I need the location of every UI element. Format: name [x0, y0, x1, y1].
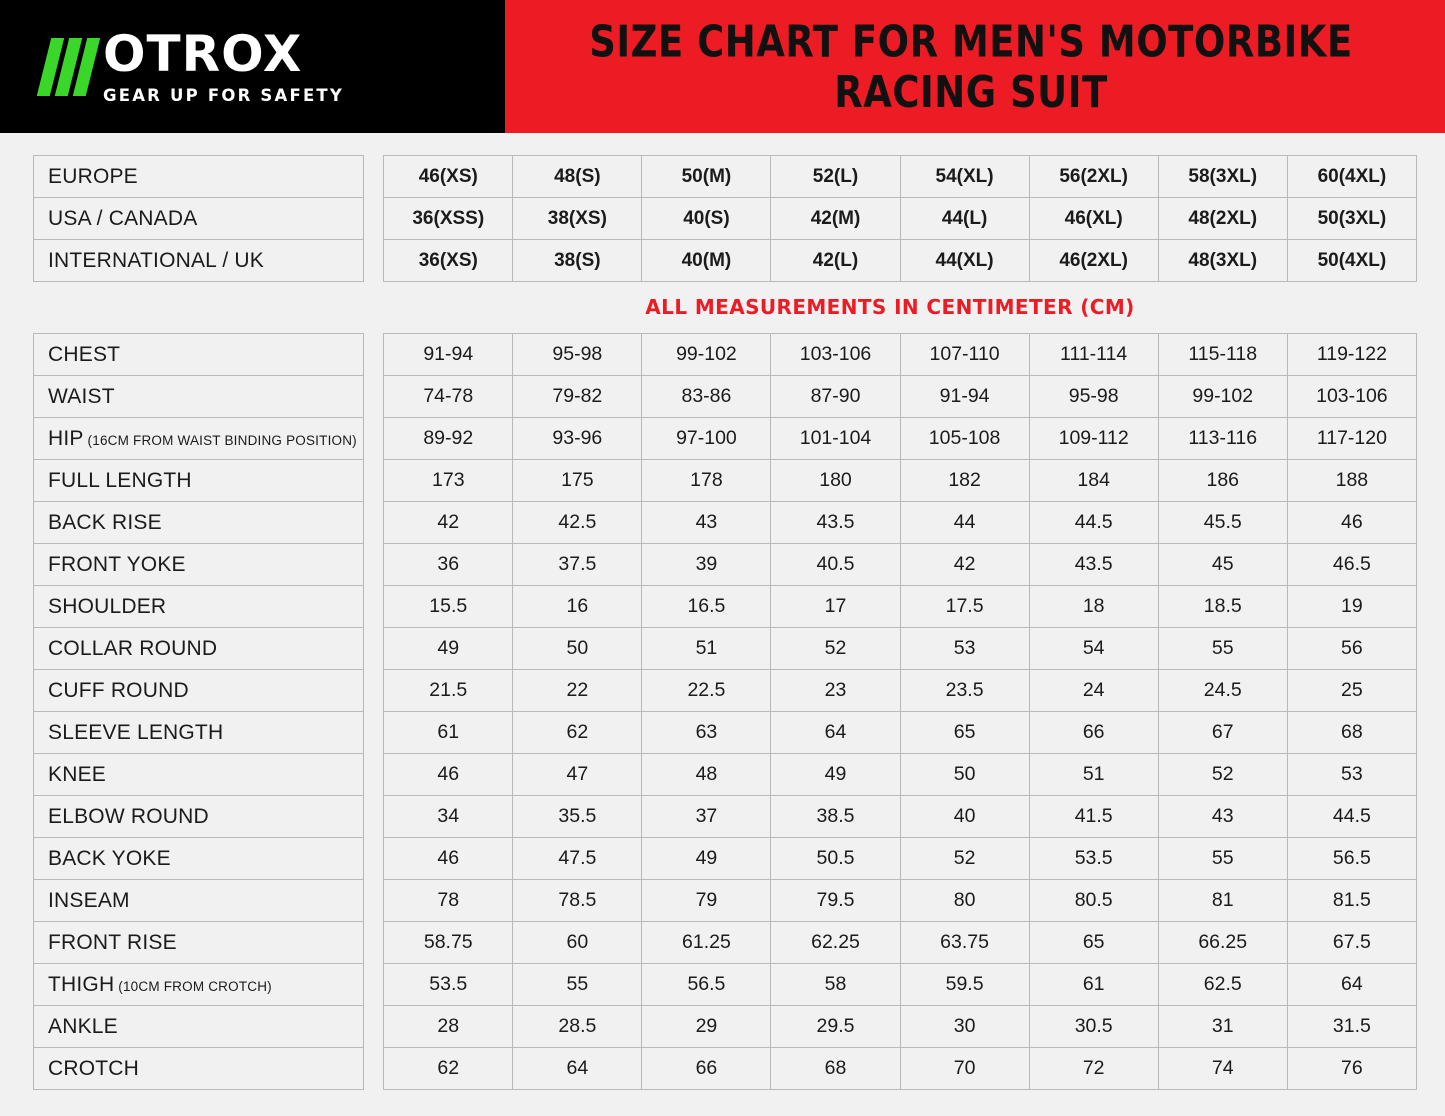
- table-cell: 72: [1029, 1048, 1158, 1090]
- table-cell: 50(M): [642, 156, 771, 198]
- table-cell: 38(XS): [513, 198, 642, 240]
- table-cell: 35.5: [513, 796, 642, 838]
- table-cell: 173: [384, 460, 513, 502]
- table-cell: 59.5: [900, 964, 1029, 1006]
- table-cell: 44.5: [1287, 796, 1416, 838]
- table-cell: 18: [1029, 586, 1158, 628]
- stripes-icon: [37, 38, 100, 96]
- table-cell: 64: [1287, 964, 1416, 1006]
- column-gap: [364, 334, 384, 376]
- table-cell: 54: [1029, 628, 1158, 670]
- table-cell: 44(L): [900, 198, 1029, 240]
- table-cell: 38(S): [513, 240, 642, 282]
- table-cell: 31.5: [1287, 1006, 1416, 1048]
- table-cell: 23.5: [900, 670, 1029, 712]
- row-label: CHEST: [34, 334, 364, 376]
- table-cell: 93-96: [513, 418, 642, 460]
- table-cell: 70: [900, 1048, 1029, 1090]
- table-cell: 76: [1287, 1048, 1416, 1090]
- table-cell: 66: [642, 1048, 771, 1090]
- table-cell: 34: [384, 796, 513, 838]
- table-cell: 44(XL): [900, 240, 1029, 282]
- table-cell: 24.5: [1158, 670, 1287, 712]
- table-cell: 56.5: [1287, 838, 1416, 880]
- row-label: INTERNATIONAL / UK: [34, 240, 364, 282]
- table-cell: 61.25: [642, 922, 771, 964]
- table-cell: 36: [384, 544, 513, 586]
- table-cell: 180: [771, 460, 900, 502]
- column-gap: [364, 628, 384, 670]
- table-cell: 46.5: [1287, 544, 1416, 586]
- table-row: [34, 838, 1417, 880]
- table-row: [34, 586, 1417, 628]
- row-label: ELBOW ROUND: [34, 796, 364, 838]
- table-row: [34, 754, 1417, 796]
- table-cell: 61: [384, 712, 513, 754]
- table-cell: 17: [771, 586, 900, 628]
- table-cell: 42.5: [513, 502, 642, 544]
- column-gap: [364, 1006, 384, 1048]
- table-cell: 36(XSS): [384, 198, 513, 240]
- table-cell: 18.5: [1158, 586, 1287, 628]
- table-cell: 55: [1158, 628, 1287, 670]
- table-cell: 113-116: [1158, 418, 1287, 460]
- table-cell: 101-104: [771, 418, 900, 460]
- measurement-note: ALL MEASUREMENTS IN CENTIMETER (CM): [645, 295, 1135, 319]
- table-cell: 182: [900, 460, 1029, 502]
- column-gap: [364, 586, 384, 628]
- table-cell: 40: [900, 796, 1029, 838]
- brand-name: OTROX: [103, 24, 303, 83]
- table-cell: 67.5: [1287, 922, 1416, 964]
- column-gap: [364, 796, 384, 838]
- row-label: THIGH (10CM FROM CROTCH): [34, 964, 364, 1006]
- table-cell: 60: [513, 922, 642, 964]
- table-cell: 99-102: [642, 334, 771, 376]
- table-row: [34, 1006, 1417, 1048]
- table-cell: 28: [384, 1006, 513, 1048]
- table-cell: 81.5: [1287, 880, 1416, 922]
- table-cell: 42(L): [771, 240, 900, 282]
- page-title: SIZE CHART FOR MEN'S MOTORBIKE RACING SUIT: [589, 15, 1353, 118]
- table-cell: 74: [1158, 1048, 1287, 1090]
- brand-tagline: GEAR UP FOR SAFETY: [103, 85, 345, 105]
- table-row: [34, 1048, 1417, 1090]
- row-label: BACK YOKE: [34, 838, 364, 880]
- table-cell: 23: [771, 670, 900, 712]
- table-cell: 60(4XL): [1287, 156, 1416, 198]
- table-cell: 64: [771, 712, 900, 754]
- table-cell: 43.5: [771, 502, 900, 544]
- table-cell: 30.5: [1029, 1006, 1158, 1048]
- table-cell: 67: [1158, 712, 1287, 754]
- table-cell: 48(2XL): [1158, 198, 1287, 240]
- table-cell: 44: [900, 502, 1029, 544]
- table-cell: 184: [1029, 460, 1158, 502]
- column-gap: [364, 544, 384, 586]
- table-cell: 66: [1029, 712, 1158, 754]
- table-cell: 21.5: [384, 670, 513, 712]
- table-cell: 119-122: [1287, 334, 1416, 376]
- table-cell: 80: [900, 880, 1029, 922]
- table-cell: 49: [771, 754, 900, 796]
- column-gap: [364, 240, 384, 282]
- column-gap: [364, 418, 384, 460]
- table-row: [34, 964, 1417, 1006]
- table-cell: 52(L): [771, 156, 900, 198]
- table-cell: 40(M): [642, 240, 771, 282]
- row-label: WAIST: [34, 376, 364, 418]
- table-cell: 55: [1158, 838, 1287, 880]
- table-cell: 46(XS): [384, 156, 513, 198]
- table-cell: 74-78: [384, 376, 513, 418]
- chart-body: [0, 133, 1445, 1090]
- table-cell: 50.5: [771, 838, 900, 880]
- row-label-note: (16CM FROM WAIST BINDING POSITION): [83, 432, 357, 448]
- table-cell: 38.5: [771, 796, 900, 838]
- table-cell: 80.5: [1029, 880, 1158, 922]
- table-row: [34, 544, 1417, 586]
- column-gap: [364, 460, 384, 502]
- table-row: [34, 712, 1417, 754]
- table-row: [34, 418, 1417, 460]
- row-label: INSEAM: [34, 880, 364, 922]
- column-gap: [364, 502, 384, 544]
- row-label: FRONT YOKE: [34, 544, 364, 586]
- row-label: BACK RISE: [34, 502, 364, 544]
- table-cell: 50(3XL): [1287, 198, 1416, 240]
- column-gap: [364, 1048, 384, 1090]
- table-cell: 50: [513, 628, 642, 670]
- table-cell: 16: [513, 586, 642, 628]
- table-cell: 99-102: [1158, 376, 1287, 418]
- table-cell: 47: [513, 754, 642, 796]
- table-cell: 117-120: [1287, 418, 1416, 460]
- table-cell: 42: [384, 502, 513, 544]
- table-cell: 55: [513, 964, 642, 1006]
- table-row: [34, 502, 1417, 544]
- table-cell: 81: [1158, 880, 1287, 922]
- table-cell: 56(2XL): [1029, 156, 1158, 198]
- table-cell: 50: [900, 754, 1029, 796]
- table-cell: 29.5: [771, 1006, 900, 1048]
- table-cell: 22: [513, 670, 642, 712]
- table-cell: 43: [1158, 796, 1287, 838]
- table-cell: 62.25: [771, 922, 900, 964]
- table-cell: 91-94: [900, 376, 1029, 418]
- table-cell: 109-112: [1029, 418, 1158, 460]
- table-cell: 48: [642, 754, 771, 796]
- column-gap: [364, 964, 384, 1006]
- table-cell: 79.5: [771, 880, 900, 922]
- table-cell: 24: [1029, 670, 1158, 712]
- table-cell: 46: [384, 754, 513, 796]
- table-cell: 47.5: [513, 838, 642, 880]
- table-cell: 17.5: [900, 586, 1029, 628]
- table-cell: 53: [1287, 754, 1416, 796]
- table-cell: 58.75: [384, 922, 513, 964]
- table-cell: 95-98: [1029, 376, 1158, 418]
- table-cell: 15.5: [384, 586, 513, 628]
- table-row: [34, 880, 1417, 922]
- table-cell: 56: [1287, 628, 1416, 670]
- row-label: ANKLE: [34, 1006, 364, 1048]
- row-label: CUFF ROUND: [34, 670, 364, 712]
- table-cell: 29: [642, 1006, 771, 1048]
- table-cell: 79: [642, 880, 771, 922]
- table-cell: 186: [1158, 460, 1287, 502]
- column-gap: [364, 880, 384, 922]
- table-cell: 28.5: [513, 1006, 642, 1048]
- row-label: KNEE: [34, 754, 364, 796]
- column-gap: [364, 754, 384, 796]
- table-cell: 50(4XL): [1287, 240, 1416, 282]
- table-cell: 39: [642, 544, 771, 586]
- row-label: SLEEVE LENGTH: [34, 712, 364, 754]
- table-cell: 45: [1158, 544, 1287, 586]
- table-cell: 53.5: [1029, 838, 1158, 880]
- table-cell: 188: [1287, 460, 1416, 502]
- row-label: SHOULDER: [34, 586, 364, 628]
- table-cell: 89-92: [384, 418, 513, 460]
- table-cell: 61: [1029, 964, 1158, 1006]
- table-cell: 31: [1158, 1006, 1287, 1048]
- table-cell: 103-106: [1287, 376, 1416, 418]
- table-cell: 87-90: [771, 376, 900, 418]
- table-cell: 53: [900, 628, 1029, 670]
- column-gap: [364, 838, 384, 880]
- table-cell: 37: [642, 796, 771, 838]
- table-row: [34, 922, 1417, 964]
- table-cell: 115-118: [1158, 334, 1287, 376]
- table-cell: 46(2XL): [1029, 240, 1158, 282]
- table-cell: 68: [771, 1048, 900, 1090]
- table-cell: 111-114: [1029, 334, 1158, 376]
- column-gap: [364, 712, 384, 754]
- measurement-table: [33, 333, 1417, 1090]
- table-cell: 41.5: [1029, 796, 1158, 838]
- row-label: FULL LENGTH: [34, 460, 364, 502]
- table-row: [34, 198, 1417, 240]
- table-cell: 46(XL): [1029, 198, 1158, 240]
- table-row: [34, 334, 1417, 376]
- table-cell: 48(3XL): [1158, 240, 1287, 282]
- row-label: EUROPE: [34, 156, 364, 198]
- table-cell: 46: [1287, 502, 1416, 544]
- size-conversion-table: [33, 155, 1417, 282]
- table-cell: 78.5: [513, 880, 642, 922]
- table-cell: 42: [900, 544, 1029, 586]
- table-cell: 52: [771, 628, 900, 670]
- table-cell: 48(S): [513, 156, 642, 198]
- table-cell: 45.5: [1158, 502, 1287, 544]
- brand-logo: [0, 0, 505, 133]
- table-cell: 52: [900, 838, 1029, 880]
- table-cell: 91-94: [384, 334, 513, 376]
- table-cell: 40.5: [771, 544, 900, 586]
- table-cell: 25: [1287, 670, 1416, 712]
- table-row: [34, 460, 1417, 502]
- table-cell: 64: [513, 1048, 642, 1090]
- column-gap: [364, 198, 384, 240]
- row-label: FRONT RISE: [34, 922, 364, 964]
- table-cell: 178: [642, 460, 771, 502]
- table-cell: 56.5: [642, 964, 771, 1006]
- table-cell: 37.5: [513, 544, 642, 586]
- table-cell: 43.5: [1029, 544, 1158, 586]
- table-cell: 51: [642, 628, 771, 670]
- table-cell: 65: [1029, 922, 1158, 964]
- table-cell: 46: [384, 838, 513, 880]
- table-cell: 62: [513, 712, 642, 754]
- table-cell: 36(XS): [384, 240, 513, 282]
- table-cell: 62.5: [1158, 964, 1287, 1006]
- row-label: HIP (16CM FROM WAIST BINDING POSITION): [34, 418, 364, 460]
- table-cell: 63.75: [900, 922, 1029, 964]
- table-cell: 53.5: [384, 964, 513, 1006]
- table-cell: 97-100: [642, 418, 771, 460]
- row-label-note: (10CM FROM CROTCH): [114, 978, 272, 994]
- table-cell: 16.5: [642, 586, 771, 628]
- table-cell: 79-82: [513, 376, 642, 418]
- table-cell: 49: [642, 838, 771, 880]
- column-gap: [364, 156, 384, 198]
- table-row: [34, 628, 1417, 670]
- row-label: USA / CANADA: [34, 198, 364, 240]
- table-cell: 62: [384, 1048, 513, 1090]
- table-cell: 63: [642, 712, 771, 754]
- table-cell: 52: [1158, 754, 1287, 796]
- table-cell: 107-110: [900, 334, 1029, 376]
- table-cell: 43: [642, 502, 771, 544]
- table-row: [34, 796, 1417, 838]
- row-label: CROTCH: [34, 1048, 364, 1090]
- column-gap: [364, 670, 384, 712]
- table-cell: 40(S): [642, 198, 771, 240]
- column-gap: [364, 922, 384, 964]
- table-cell: 42(M): [771, 198, 900, 240]
- row-label: COLLAR ROUND: [34, 628, 364, 670]
- brand-text: [103, 24, 345, 105]
- table-cell: 58: [771, 964, 900, 1006]
- table-cell: 19: [1287, 586, 1416, 628]
- table-cell: 83-86: [642, 376, 771, 418]
- page-header: [0, 0, 1445, 133]
- table-row: [34, 670, 1417, 712]
- table-cell: 95-98: [513, 334, 642, 376]
- table-cell: 66.25: [1158, 922, 1287, 964]
- table-cell: 44.5: [1029, 502, 1158, 544]
- table-row: [34, 156, 1417, 198]
- column-gap: [364, 376, 384, 418]
- table-cell: 103-106: [771, 334, 900, 376]
- table-cell: 30: [900, 1006, 1029, 1048]
- page-title-bar: [505, 0, 1445, 133]
- table-cell: 175: [513, 460, 642, 502]
- table-row: [34, 376, 1417, 418]
- table-cell: 58(3XL): [1158, 156, 1287, 198]
- table-cell: 78: [384, 880, 513, 922]
- table-row: [34, 240, 1417, 282]
- table-cell: 54(XL): [900, 156, 1029, 198]
- table-cell: 65: [900, 712, 1029, 754]
- table-cell: 22.5: [642, 670, 771, 712]
- table-cell: 49: [384, 628, 513, 670]
- table-cell: 105-108: [900, 418, 1029, 460]
- table-cell: 68: [1287, 712, 1416, 754]
- table-cell: 51: [1029, 754, 1158, 796]
